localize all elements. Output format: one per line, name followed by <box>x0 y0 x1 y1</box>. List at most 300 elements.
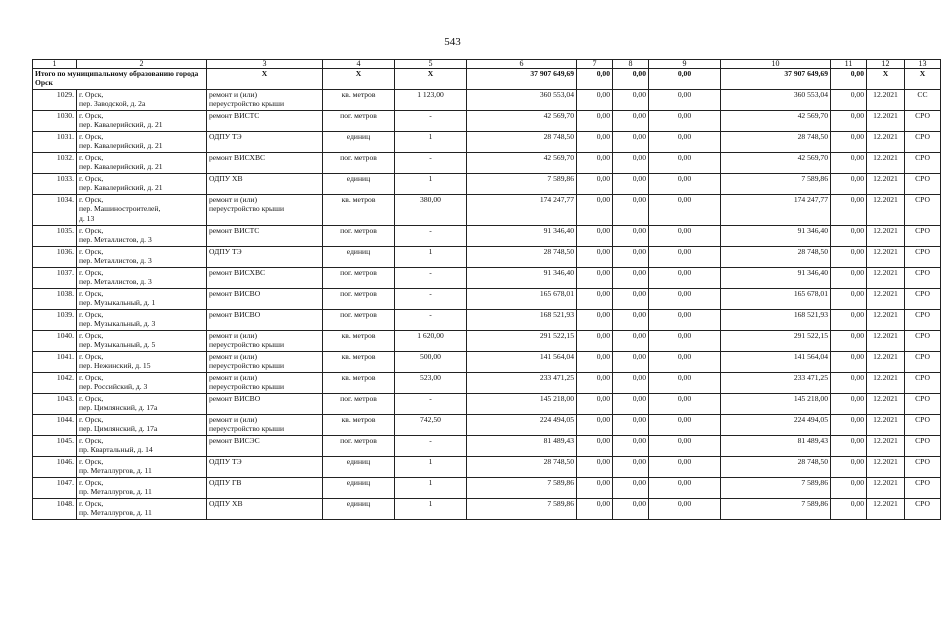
method-cell: СРО <box>905 331 941 352</box>
total-row <box>33 69 941 90</box>
cost-total-cell: 165 678,01 <box>467 289 577 310</box>
column-number: 10 <box>721 60 831 69</box>
address-cell-line: пер. Заводской, д. 2а <box>79 99 146 109</box>
cost-cell: 0,00 <box>613 394 649 415</box>
total-cell: X <box>905 69 941 90</box>
cost-cell: 0,00 <box>649 394 721 415</box>
table-row <box>33 331 941 352</box>
row-number: 1046. <box>33 457 77 478</box>
column-number: 5 <box>395 60 467 69</box>
column-number: 9 <box>649 60 721 69</box>
cost-cell: 0,00 <box>831 373 867 394</box>
cost-cell: 291 522,15 <box>721 331 831 352</box>
unit-cell: кв. метров <box>323 90 395 111</box>
table-row <box>33 499 941 520</box>
cost-cell: 28 748,50 <box>721 247 831 268</box>
total-cell: X <box>395 69 467 90</box>
cost-cell: 0,00 <box>577 352 613 373</box>
quantity-cell: 1 <box>395 247 467 268</box>
cost-total-cell: 174 247,77 <box>467 195 577 226</box>
cost-cell: 0,00 <box>831 289 867 310</box>
work-type-cell-line: ремонт ВИСТС <box>209 111 260 120</box>
unit-cell: кв. метров <box>323 352 395 373</box>
table-row <box>33 226 941 247</box>
quantity-cell: - <box>395 153 467 174</box>
unit-cell: единиц <box>323 457 395 478</box>
work-type-cell <box>207 478 323 499</box>
completion-date-cell: 12.2021 <box>867 457 905 478</box>
cost-cell: 7 589,86 <box>721 174 831 195</box>
work-type-cell <box>207 247 323 268</box>
address-cell-line: г. Орск, <box>79 174 104 183</box>
row-number: 1041. <box>33 352 77 373</box>
cost-total-cell: 91 346,40 <box>467 268 577 289</box>
cost-total-cell: 7 589,86 <box>467 174 577 195</box>
cost-cell: 0,00 <box>577 394 613 415</box>
address-cell-line: пер. Кавалерийский, д. 21 <box>79 141 163 151</box>
address-cell-line: г. Орск, <box>79 90 104 99</box>
column-number: 8 <box>613 60 649 69</box>
cost-cell: 42 569,70 <box>721 153 831 174</box>
cost-cell: 165 678,01 <box>721 289 831 310</box>
cost-total-cell: 81 489,43 <box>467 436 577 457</box>
cost-cell: 0,00 <box>577 226 613 247</box>
address-cell-line: пр. Металлургов, д. 11 <box>79 466 152 476</box>
cost-cell: 0,00 <box>577 111 613 132</box>
cost-cell: 0,00 <box>577 436 613 457</box>
cost-cell: 0,00 <box>577 174 613 195</box>
cost-cell: 141 564,04 <box>721 352 831 373</box>
method-cell: СРО <box>905 415 941 436</box>
work-type-cell <box>207 415 323 436</box>
work-type-cell <box>207 174 323 195</box>
unit-cell: пог. метров <box>323 226 395 247</box>
work-type-cell <box>207 153 323 174</box>
address-cell <box>77 331 207 352</box>
cost-cell: 0,00 <box>831 331 867 352</box>
method-cell: СРО <box>905 195 941 226</box>
address-cell-line: г. Орск, <box>79 289 104 298</box>
cost-cell: 0,00 <box>613 373 649 394</box>
method-cell: СРО <box>905 153 941 174</box>
cost-cell: 0,00 <box>831 415 867 436</box>
table-row <box>33 289 941 310</box>
cost-cell: 0,00 <box>831 436 867 457</box>
method-cell: СРО <box>905 373 941 394</box>
completion-date-cell: 12.2021 <box>867 289 905 310</box>
completion-date-cell: 12.2021 <box>867 394 905 415</box>
cost-cell: 0,00 <box>649 195 721 226</box>
unit-cell: единиц <box>323 499 395 520</box>
method-cell: СРО <box>905 132 941 153</box>
unit-cell: пог. метров <box>323 310 395 331</box>
cost-cell: 0,00 <box>613 268 649 289</box>
completion-date-cell: 12.2021 <box>867 415 905 436</box>
cost-cell: 91 346,40 <box>721 226 831 247</box>
table-row <box>33 153 941 174</box>
method-cell: СРО <box>905 352 941 373</box>
cost-cell: 0,00 <box>613 174 649 195</box>
cost-cell: 0,00 <box>831 153 867 174</box>
address-cell-line: г. Орск, <box>79 436 104 445</box>
completion-date-cell: 12.2021 <box>867 153 905 174</box>
quantity-cell: 1 <box>395 457 467 478</box>
address-cell-line: пер. Музыкальный, д. 1 <box>79 298 156 308</box>
unit-cell: кв. метров <box>323 331 395 352</box>
address-cell-line: г. Орск, <box>79 310 104 319</box>
column-number: 12 <box>867 60 905 69</box>
unit-cell: пог. метров <box>323 394 395 415</box>
row-number: 1044. <box>33 415 77 436</box>
method-cell: СРО <box>905 436 941 457</box>
work-type-cell-line: ОДПУ ТЭ <box>209 132 242 141</box>
table-row <box>33 90 941 111</box>
column-number: 1 <box>33 60 77 69</box>
cost-cell: 0,00 <box>649 289 721 310</box>
work-type-cell <box>207 268 323 289</box>
cost-cell: 0,00 <box>613 195 649 226</box>
address-cell <box>77 247 207 268</box>
cost-cell: 0,00 <box>577 195 613 226</box>
work-type-cell <box>207 90 323 111</box>
method-cell: СРО <box>905 111 941 132</box>
work-type-cell-line: ОДПУ ГВ <box>209 478 242 487</box>
address-cell <box>77 226 207 247</box>
cost-total-cell: 141 564,04 <box>467 352 577 373</box>
method-cell: СРО <box>905 478 941 499</box>
cost-total-cell: 7 589,86 <box>467 499 577 520</box>
table-row <box>33 195 941 226</box>
cost-total-cell: 28 748,50 <box>467 132 577 153</box>
address-cell-line: пер. Нежинский, д. 15 <box>79 361 151 371</box>
address-cell-line: г. Орск, <box>79 268 104 277</box>
cost-cell: 0,00 <box>649 436 721 457</box>
table-row <box>33 111 941 132</box>
work-type-cell <box>207 289 323 310</box>
cost-cell: 91 346,40 <box>721 268 831 289</box>
address-cell-line: г. Орск, <box>79 195 104 204</box>
completion-date-cell: 12.2021 <box>867 268 905 289</box>
table-row <box>33 394 941 415</box>
work-type-cell <box>207 457 323 478</box>
cost-cell: 0,00 <box>577 153 613 174</box>
address-cell-line: г. Орск, <box>79 111 104 120</box>
completion-date-cell: 12.2021 <box>867 331 905 352</box>
work-type-cell-line: ремонт и (или) <box>209 90 257 99</box>
total-cell: 0,00 <box>577 69 613 90</box>
work-type-cell-line: ремонт ВИСХВС <box>209 153 266 162</box>
cost-cell: 0,00 <box>613 331 649 352</box>
quantity-cell: 1 <box>395 499 467 520</box>
cost-cell: 145 218,00 <box>721 394 831 415</box>
cost-cell: 0,00 <box>613 247 649 268</box>
cost-cell: 0,00 <box>831 457 867 478</box>
cost-total-cell: 42 569,70 <box>467 111 577 132</box>
cost-total-cell: 168 521,93 <box>467 310 577 331</box>
row-number: 1036. <box>33 247 77 268</box>
table-row <box>33 132 941 153</box>
column-number-row <box>33 60 941 69</box>
cost-total-cell: 360 553,04 <box>467 90 577 111</box>
row-number: 1032. <box>33 153 77 174</box>
address-cell-line: г. Орск, <box>79 394 104 403</box>
cost-cell: 0,00 <box>649 331 721 352</box>
work-type-cell-line: переустройство крыши <box>209 361 285 371</box>
address-cell <box>77 268 207 289</box>
method-cell: СРО <box>905 174 941 195</box>
cost-cell: 0,00 <box>649 457 721 478</box>
cost-cell: 0,00 <box>613 310 649 331</box>
row-number: 1043. <box>33 394 77 415</box>
row-number: 1031. <box>33 132 77 153</box>
cost-cell: 42 569,70 <box>721 111 831 132</box>
address-cell-line: г. Орск, <box>79 247 104 256</box>
cost-cell: 0,00 <box>831 226 867 247</box>
address-cell-line: пер. Музыкальный, д. 5 <box>79 340 156 350</box>
cost-cell: 7 589,86 <box>721 499 831 520</box>
work-type-cell-line: ремонт ВИСВО <box>209 394 261 403</box>
cost-cell: 0,00 <box>831 394 867 415</box>
work-type-cell-line: ремонт и (или) <box>209 331 257 340</box>
table-row <box>33 457 941 478</box>
completion-date-cell: 12.2021 <box>867 132 905 153</box>
column-number: 2 <box>77 60 207 69</box>
cost-cell: 0,00 <box>831 90 867 111</box>
unit-cell: кв. метров <box>323 415 395 436</box>
address-cell-line: д. 13 <box>79 213 95 223</box>
row-number: 1038. <box>33 289 77 310</box>
address-cell <box>77 373 207 394</box>
quantity-cell: 1 123,00 <box>395 90 467 111</box>
row-number: 1045. <box>33 436 77 457</box>
cost-cell: 0,00 <box>831 478 867 499</box>
work-type-cell-line: переустройство крыши <box>209 340 285 350</box>
work-type-cell-line: ремонт ВИСХВС <box>209 268 266 277</box>
cost-cell: 0,00 <box>613 289 649 310</box>
total-cell: X <box>867 69 905 90</box>
address-cell-line: г. Орск, <box>79 153 104 162</box>
address-cell <box>77 289 207 310</box>
quantity-cell: 1 <box>395 132 467 153</box>
address-cell-line: пер. Кавалерийский, д. 21 <box>79 183 163 193</box>
address-cell-line: г. Орск, <box>79 352 104 361</box>
address-cell-line: г. Орск, <box>79 499 104 508</box>
address-cell-line: пер. Металлистов, д. 3 <box>79 277 152 287</box>
column-number: 6 <box>467 60 577 69</box>
work-type-cell-line: ОДПУ ТЭ <box>209 247 242 256</box>
cost-cell: 0,00 <box>831 499 867 520</box>
work-type-cell <box>207 132 323 153</box>
address-cell-line: пер. Кавалерийский, д. 21 <box>79 162 163 172</box>
quantity-cell: 742,50 <box>395 415 467 436</box>
cost-cell: 0,00 <box>649 153 721 174</box>
cost-cell: 0,00 <box>649 247 721 268</box>
work-type-cell <box>207 352 323 373</box>
unit-cell: пог. метров <box>323 268 395 289</box>
work-type-cell-line: ремонт ВИСВО <box>209 289 261 298</box>
completion-date-cell: 12.2021 <box>867 436 905 457</box>
work-type-cell <box>207 331 323 352</box>
quantity-cell: - <box>395 111 467 132</box>
cost-cell: 0,00 <box>613 352 649 373</box>
cost-cell: 0,00 <box>831 111 867 132</box>
row-number: 1040. <box>33 331 77 352</box>
address-cell <box>77 174 207 195</box>
quantity-cell: 500,00 <box>395 352 467 373</box>
repair-register-table <box>32 59 941 520</box>
work-type-cell-line: переустройство крыши <box>209 99 285 109</box>
address-cell-line: г. Орск, <box>79 132 104 141</box>
cost-cell: 0,00 <box>577 331 613 352</box>
work-type-cell-line: переустройство крыши <box>209 382 285 392</box>
cost-cell: 81 489,43 <box>721 436 831 457</box>
table-row <box>33 373 941 394</box>
quantity-cell: 380,00 <box>395 195 467 226</box>
work-type-cell-line: ОДПУ ХВ <box>209 499 243 508</box>
work-type-cell-line: ремонт ВИСВО <box>209 310 261 319</box>
unit-cell: кв. метров <box>323 373 395 394</box>
total-cell: 0,00 <box>613 69 649 90</box>
work-type-cell <box>207 226 323 247</box>
column-number: 7 <box>577 60 613 69</box>
table-row <box>33 174 941 195</box>
cost-cell: 0,00 <box>613 478 649 499</box>
work-type-cell-line: ОДПУ ТЭ <box>209 457 242 466</box>
work-type-cell-line: переустройство крыши <box>209 424 285 434</box>
work-type-cell-line: ремонт ВИСЭС <box>209 436 260 445</box>
address-cell-line: пер. Металлистов, д. 3 <box>79 235 152 245</box>
cost-cell: 233 471,25 <box>721 373 831 394</box>
cost-cell: 0,00 <box>577 90 613 111</box>
cost-cell: 0,00 <box>577 415 613 436</box>
cost-cell: 7 589,86 <box>721 478 831 499</box>
unit-cell: единиц <box>323 247 395 268</box>
total-cell: 0,00 <box>831 69 867 90</box>
cost-cell: 0,00 <box>613 153 649 174</box>
unit-cell: пог. метров <box>323 111 395 132</box>
cost-cell: 0,00 <box>831 195 867 226</box>
unit-cell: пог. метров <box>323 289 395 310</box>
address-cell <box>77 499 207 520</box>
completion-date-cell: 12.2021 <box>867 247 905 268</box>
row-number: 1042. <box>33 373 77 394</box>
cost-total-cell: 7 589,86 <box>467 478 577 499</box>
cost-cell: 0,00 <box>831 352 867 373</box>
cost-cell: 0,00 <box>649 132 721 153</box>
address-cell-line: пер. Машиностроителей, <box>79 204 161 214</box>
unit-cell: пог. метров <box>323 153 395 174</box>
completion-date-cell: 12.2021 <box>867 90 905 111</box>
address-cell <box>77 132 207 153</box>
total-cell: X <box>207 69 323 90</box>
cost-cell: 0,00 <box>613 226 649 247</box>
cost-cell: 0,00 <box>831 174 867 195</box>
row-number: 1029. <box>33 90 77 111</box>
cost-cell: 0,00 <box>831 247 867 268</box>
completion-date-cell: 12.2021 <box>867 310 905 331</box>
cost-cell: 0,00 <box>577 373 613 394</box>
cost-total-cell: 42 569,70 <box>467 153 577 174</box>
quantity-cell: 1 <box>395 478 467 499</box>
work-type-cell <box>207 195 323 226</box>
cost-cell: 0,00 <box>613 111 649 132</box>
work-type-cell <box>207 499 323 520</box>
address-cell-line: г. Орск, <box>79 478 104 487</box>
total-cell: 37 907 649,69 <box>721 69 831 90</box>
address-cell <box>77 90 207 111</box>
quantity-cell: - <box>395 226 467 247</box>
completion-date-cell: 12.2021 <box>867 352 905 373</box>
address-cell-line: пер. Цимлянский, д. 17а <box>79 403 158 413</box>
cost-cell: 0,00 <box>577 478 613 499</box>
cost-cell: 0,00 <box>577 268 613 289</box>
quantity-cell: - <box>395 394 467 415</box>
cost-cell: 0,00 <box>577 289 613 310</box>
row-number: 1033. <box>33 174 77 195</box>
method-cell: СРО <box>905 268 941 289</box>
total-cell: 37 907 649,69 <box>467 69 577 90</box>
cost-cell: 0,00 <box>831 268 867 289</box>
row-number: 1037. <box>33 268 77 289</box>
cost-cell: 0,00 <box>613 90 649 111</box>
cost-cell: 0,00 <box>577 499 613 520</box>
cost-cell: 0,00 <box>649 174 721 195</box>
cost-total-cell: 145 218,00 <box>467 394 577 415</box>
total-cell: X <box>323 69 395 90</box>
cost-cell: 0,00 <box>649 478 721 499</box>
unit-cell: единиц <box>323 174 395 195</box>
quantity-cell: - <box>395 268 467 289</box>
address-cell <box>77 394 207 415</box>
cost-cell: 0,00 <box>649 90 721 111</box>
method-cell: СРО <box>905 310 941 331</box>
cost-total-cell: 91 346,40 <box>467 226 577 247</box>
cost-cell: 0,00 <box>577 310 613 331</box>
method-cell: СС <box>905 90 941 111</box>
address-cell-line: пр. Квартальный, д. 14 <box>79 445 153 455</box>
address-cell <box>77 457 207 478</box>
cost-cell: 0,00 <box>577 132 613 153</box>
column-number: 13 <box>905 60 941 69</box>
method-cell: СРО <box>905 226 941 247</box>
address-cell-line: пер. Кавалерийский, д. 21 <box>79 120 163 130</box>
unit-cell: кв. метров <box>323 195 395 226</box>
address-cell <box>77 436 207 457</box>
method-cell: СРО <box>905 457 941 478</box>
cost-cell: 174 247,77 <box>721 195 831 226</box>
completion-date-cell: 12.2021 <box>867 478 905 499</box>
quantity-cell: 523,00 <box>395 373 467 394</box>
table-row <box>33 310 941 331</box>
address-cell <box>77 111 207 132</box>
cost-cell: 0,00 <box>577 457 613 478</box>
quantity-cell: - <box>395 436 467 457</box>
total-cell: 0,00 <box>649 69 721 90</box>
address-cell-line: пр. Металлургов, д. 11 <box>79 508 152 518</box>
cost-cell: 0,00 <box>649 352 721 373</box>
quantity-cell: 1 620,00 <box>395 331 467 352</box>
address-cell-line: пер. Российский, д. 3 <box>79 382 148 392</box>
quantity-cell: - <box>395 310 467 331</box>
quantity-cell: - <box>395 289 467 310</box>
cost-cell: 0,00 <box>649 111 721 132</box>
cost-cell: 0,00 <box>649 373 721 394</box>
method-cell: СРО <box>905 247 941 268</box>
work-type-cell <box>207 310 323 331</box>
cost-cell: 0,00 <box>613 415 649 436</box>
address-cell <box>77 352 207 373</box>
cost-cell: 360 553,04 <box>721 90 831 111</box>
